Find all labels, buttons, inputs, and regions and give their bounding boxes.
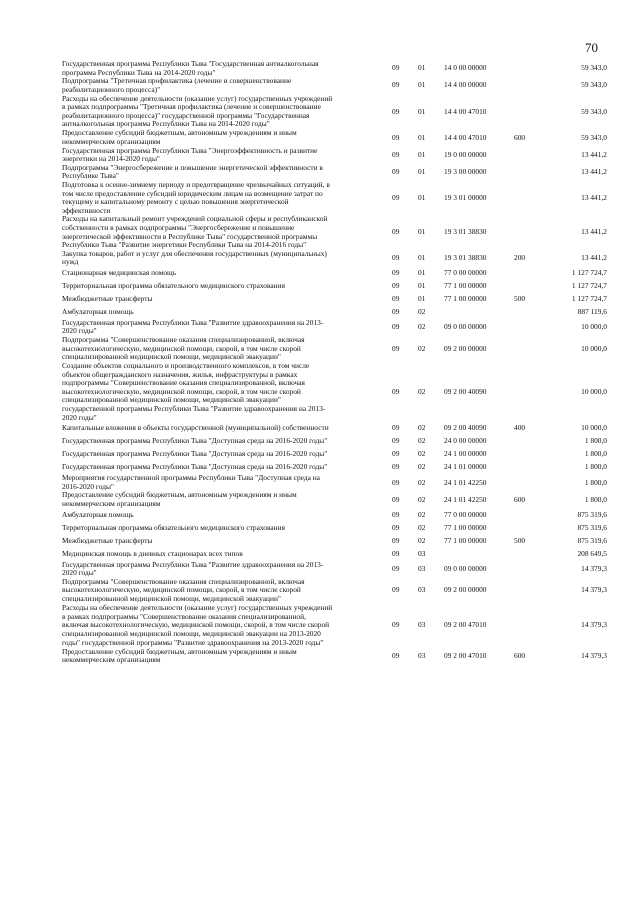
row-expense-type-code — [514, 578, 547, 604]
row-subsection-code: 02 — [418, 386, 426, 396]
row-expense-type-code: 600 — [514, 132, 526, 142]
row-amount: 10 000,0 — [581, 423, 607, 433]
table-row — [62, 306, 607, 319]
table-row — [62, 535, 607, 548]
table-row — [62, 60, 607, 77]
row-expense-type-code — [514, 164, 547, 181]
row-section-code: 09 — [392, 509, 400, 519]
row-section-code: 09 — [392, 322, 400, 332]
row-subsection-code: 02 — [418, 535, 426, 545]
row-target-article-code: 09 2 00 40090 — [444, 423, 487, 433]
row-description: Предоставление субсидий бюджетным, автономным учреждениям и иным некоммерческим организациям — [62, 646, 297, 665]
table-row — [62, 336, 607, 362]
row-subsection-code: 01 — [418, 281, 426, 291]
table-row — [62, 319, 607, 336]
row-subsection-code: 01 — [418, 294, 426, 304]
row-amount: 14 379,3 — [581, 585, 607, 595]
row-expense-type-code — [514, 435, 547, 448]
row-target-article-code: 77 1 00 00000 — [444, 535, 487, 545]
table-row — [62, 147, 607, 164]
row-expense-type-code — [514, 147, 547, 164]
row-amount: 1 800,0 — [584, 494, 607, 504]
row-expense-type-code — [514, 181, 547, 215]
row-description: Государственная программа Республики Тыва "Государственная антиалкогольная программа Республики Тыва на 2014-2020 годы" — [62, 59, 319, 77]
table-row — [62, 293, 607, 306]
budget-table — [62, 60, 607, 665]
row-target-article-code: 19 0 00 00000 — [444, 149, 487, 159]
row-subsection-code: 02 — [418, 322, 426, 332]
table-row — [62, 250, 607, 267]
row-amount: 10 000,0 — [581, 322, 607, 332]
row-subsection-code: 01 — [418, 227, 426, 237]
row-amount: 14 379,3 — [581, 563, 607, 573]
row-description: Мероприятия государственной программы Республики Тыва "Доступная среда на 2016-2020 годы" — [62, 473, 320, 491]
row-subsection-code: 01 — [418, 149, 426, 159]
row-description: Подпрограмма "Энергосбережение и повышение энергетической эффективности в Республике Тыва" — [62, 162, 323, 181]
row-subsection-code: 02 — [418, 343, 426, 353]
row-amount: 59 343,0 — [581, 80, 607, 90]
page-number: 70 — [585, 40, 598, 55]
row-subsection-code: 02 — [418, 477, 426, 487]
row-section-code: 09 — [392, 563, 400, 573]
row-target-article-code: 19 3 01 38830 — [444, 252, 487, 262]
row-expense-type-code — [514, 280, 547, 293]
row-amount: 875 319,6 — [577, 509, 607, 519]
row-section-code: 09 — [392, 252, 400, 262]
row-amount: 59 343,0 — [581, 132, 607, 142]
row-amount: 1 800,0 — [584, 449, 607, 459]
row-subsection-code: 03 — [418, 563, 426, 573]
table-row — [62, 448, 607, 461]
row-amount: 14 379,3 — [581, 651, 607, 661]
row-expense-type-code — [514, 448, 547, 461]
row-target-article-code: 14 4 00 00000 — [444, 80, 487, 90]
row-amount: 887 119,6 — [577, 307, 607, 317]
row-amount: 875 319,6 — [577, 522, 607, 532]
row-subsection-code: 03 — [418, 585, 426, 595]
row-subsection-code: 02 — [418, 423, 426, 433]
row-amount: 1 127 724,7 — [571, 294, 607, 304]
row-subsection-code: 02 — [418, 509, 426, 519]
table-row — [62, 509, 607, 522]
row-section-code: 09 — [392, 80, 400, 90]
row-expense-type-code: 600 — [514, 651, 526, 661]
row-subsection-code: 01 — [418, 192, 426, 202]
row-target-article-code: 24 1 01 42250 — [444, 477, 487, 487]
row-target-article-code: 24 1 00 00000 — [444, 449, 487, 459]
row-section-code: 09 — [392, 620, 400, 630]
row-subsection-code: 02 — [418, 522, 426, 532]
row-amount: 1 800,0 — [584, 477, 607, 487]
row-expense-type-code — [514, 94, 547, 129]
row-amount: 13 441,2 — [581, 192, 607, 202]
row-description: Закупка товаров, работ и услуг для обеспечения государственных (муниципальных) нужд — [62, 248, 327, 267]
row-amount: 59 343,0 — [581, 106, 607, 116]
row-description: Создание объектов социального и производственного комплексов, в том числе объектов общегражданского назначения, жилья, инфраструктуры в рамках подпрограммы "Совершенствование оказания специализированной, включая высокотехнологическую, медицинской помощи, скорой, в том числе скорой специализированной медицинской помощи, медицинской эвакуации" государственной программы Республики Тыва "Развитие здравоохранения на 2013- 2020 годы" — [62, 361, 326, 422]
row-target-article-code: 24 1 01 00000 — [444, 462, 487, 472]
row-amount: 1 127 724,7 — [571, 281, 607, 291]
row-target-article-code: 77 1 00 00000 — [444, 294, 487, 304]
row-subsection-code: 02 — [418, 494, 426, 504]
row-expense-type-code: 200 — [514, 252, 526, 262]
row-section-code: 09 — [392, 585, 400, 595]
row-section-code: 09 — [392, 63, 400, 73]
row-description: Капитальные вложения в объекты государственной (муниципальной) собственности — [62, 423, 329, 433]
row-target-article-code: 77 1 00 00000 — [444, 281, 487, 291]
row-target-article-code: 19 3 01 38830 — [444, 227, 487, 237]
row-description: Подпрограмма "Третичная профилактика (лечение и совершенствование реабилитационного процесса)" — [62, 76, 292, 94]
table-row — [62, 164, 607, 181]
row-expense-type-code — [514, 604, 547, 648]
row-section-code: 09 — [392, 149, 400, 159]
table-row — [62, 491, 607, 508]
row-amount: 13 441,2 — [581, 227, 607, 237]
row-section-code: 09 — [392, 343, 400, 353]
row-expense-type-code: 500 — [514, 535, 526, 545]
row-description: Подпрограмма "Совершенствование оказания специализированной, включая высокотехнологическую, медицинской помощи, скорой, в том числе скорой специализированной медицинской помощи, медицинской эвакуации" — [62, 576, 305, 604]
row-section-code: 09 — [392, 651, 400, 661]
row-subsection-code: 03 — [418, 651, 426, 661]
row-description: Государственная программа Республики Тыва "Энергоэффективность и развитие энергетики на 2014-2020 годы" — [62, 145, 318, 164]
table-row — [62, 280, 607, 293]
table-row — [62, 474, 607, 491]
row-description: Медицинская помощь в дневных стационарах всех типов — [62, 548, 243, 558]
row-expense-type-code: 600 — [514, 494, 526, 504]
row-amount: 208 649,5 — [577, 548, 607, 558]
row-section-code: 09 — [392, 494, 400, 504]
row-section-code: 09 — [392, 436, 400, 446]
row-section-code: 09 — [392, 294, 400, 304]
row-target-article-code: 77 1 00 00000 — [444, 522, 487, 532]
row-description: Амбулаторная помощь — [62, 509, 134, 519]
row-target-article-code: 19 3 00 00000 — [444, 167, 487, 177]
row-section-code: 09 — [392, 423, 400, 433]
row-expense-type-code — [514, 267, 547, 280]
row-description: Государственная программа Республики Тыва "Доступная среда на 2016-2020 годы" — [62, 449, 328, 459]
row-description: Предоставление субсидий бюджетным, автономным учреждениям и иным некоммерческим организациям — [62, 128, 297, 146]
row-section-code: 09 — [392, 268, 400, 278]
row-expense-type-code — [514, 561, 547, 578]
row-expense-type-code — [514, 461, 547, 474]
row-subsection-code: 01 — [418, 268, 426, 278]
row-subsection-code: 01 — [418, 80, 426, 90]
row-expense-type-code — [514, 60, 547, 77]
row-subsection-code: 02 — [418, 436, 426, 446]
row-target-article-code: 24 0 00 00000 — [444, 436, 487, 446]
row-expense-type-code — [514, 362, 547, 422]
row-description: Расходы на обеспечение деятельности (оказание услуг) государственных учреждений в рамках подпрограммы "Совершенствование оказания специализированной, включая высокотехнологическую, медицинской помощи, скорой, в том числе скорой специализированной медицинской помощи, медицинской эвакуации на 2013-2020 годы" государственной программы "Развитие здравоохранения на 2013-2020 годы" — [62, 603, 333, 647]
row-target-article-code: 24 1 01 42250 — [444, 494, 487, 504]
row-subsection-code: 03 — [418, 620, 426, 630]
row-subsection-code: 02 — [418, 449, 426, 459]
row-section-code: 09 — [392, 449, 400, 459]
row-section-code: 09 — [392, 535, 400, 545]
row-expense-type-code: 500 — [514, 294, 526, 304]
row-amount: 875 319,6 — [577, 535, 607, 545]
row-amount: 13 441,2 — [581, 149, 607, 159]
row-section-code: 09 — [392, 106, 400, 116]
table-row — [62, 435, 607, 448]
row-expense-type-code — [514, 548, 547, 561]
row-target-article-code: 09 0 00 00000 — [444, 563, 487, 573]
row-description: Амбулаторная помощь — [62, 307, 134, 317]
table-row — [62, 561, 607, 578]
row-description: Подготовка к осенне-зимнему периоду и предотвращение чрезвычайных ситуаций, в том числе предоставление субсидий юридическим лицам на возмещение затрат по текущему и капитальному ремонту с целью повышения энергетической эффективности — [62, 179, 330, 215]
row-description: Государственная программа Республики Тыва "Доступная среда на 2016-2020 годы" — [62, 462, 328, 472]
row-target-article-code — [444, 548, 514, 561]
row-amount: 14 379,3 — [581, 620, 607, 630]
table-row — [62, 604, 607, 648]
row-target-article-code: 09 0 00 00000 — [444, 322, 487, 332]
row-amount: 1 127 724,7 — [571, 268, 607, 278]
row-subsection-code: 01 — [418, 106, 426, 116]
row-amount: 10 000,0 — [581, 386, 607, 396]
row-description: Стационарная медицинская помощь — [62, 268, 177, 278]
row-section-code: 09 — [392, 462, 400, 472]
row-expense-type-code — [514, 306, 547, 319]
row-description: Межбюджетные трансферты — [62, 294, 153, 304]
table-row — [62, 77, 607, 94]
row-target-article-code: 09 2 00 47010 — [444, 620, 487, 630]
table-row — [62, 362, 607, 422]
row-subsection-code: 02 — [418, 462, 426, 472]
row-amount: 13 441,2 — [581, 167, 607, 177]
row-description: Предоставление субсидий бюджетным, автономным учреждениям и иным некоммерческим организациям — [62, 490, 297, 508]
row-target-article-code: 09 2 00 47010 — [444, 651, 487, 661]
table-row — [62, 548, 607, 561]
row-section-code: 09 — [392, 167, 400, 177]
table-row — [62, 215, 607, 249]
row-subsection-code: 02 — [418, 307, 426, 317]
row-section-code: 09 — [392, 477, 400, 487]
row-expense-type-code — [514, 319, 547, 336]
row-amount: 1 800,0 — [584, 436, 607, 446]
row-target-article-code: 77 0 00 00000 — [444, 268, 487, 278]
row-section-code: 09 — [392, 522, 400, 532]
table-row — [62, 522, 607, 535]
row-amount: 10 000,0 — [581, 343, 607, 353]
row-description: Государственная программа Республики Тыва "Доступная среда на 2016-2020 годы" — [62, 436, 328, 446]
row-expense-type-code — [514, 509, 547, 522]
row-subsection-code: 03 — [418, 548, 426, 558]
row-target-article-code: 14 4 00 47010 — [444, 132, 487, 142]
row-description: Государственная программа Республики Тыва "Развитие здравоохранения на 2013- 2020 годы" — [62, 559, 324, 578]
row-section-code: 09 — [392, 227, 400, 237]
row-subsection-code: 01 — [418, 132, 426, 142]
row-expense-type-code — [514, 77, 547, 94]
row-expense-type-code — [514, 522, 547, 535]
row-target-article-code — [444, 306, 514, 319]
table-row — [62, 181, 607, 215]
row-description: Межбюджетные трансферты — [62, 535, 153, 545]
table-row — [62, 648, 607, 665]
row-target-article-code: 19 3 01 00000 — [444, 192, 487, 202]
row-subsection-code: 01 — [418, 167, 426, 177]
table-row — [62, 129, 607, 146]
row-description: Расходы на обеспечение деятельности (оказание услуг) государственных учреждений в рамках подпрограммы "Третичная профилактика (лечение и совершенствование реабилитационного процесса)" государственной программы "Государственная антиалкогольная программа Республики Тыва на 2014-2020 годы" — [62, 93, 333, 129]
table-row — [62, 578, 607, 604]
row-target-article-code: 14 0 00 00000 — [444, 63, 487, 73]
row-description: Подпрограмма "Совершенствование оказания специализированной, включая высокотехнологическую, медицинской помощи, скорой, в том числе скорой специализированной медицинской помощи, медицинской эвакуации" — [62, 335, 305, 362]
table-row — [62, 94, 607, 129]
row-section-code: 09 — [392, 307, 400, 317]
row-expense-type-code: 400 — [514, 423, 526, 433]
row-amount: 1 800,0 — [584, 462, 607, 472]
row-section-code: 09 — [392, 132, 400, 142]
row-section-code: 09 — [392, 192, 400, 202]
row-amount: 59 343,0 — [581, 63, 607, 73]
row-target-article-code: 09 2 00 00000 — [444, 343, 487, 353]
row-section-code: 09 — [392, 548, 400, 558]
row-section-code: 09 — [392, 386, 400, 396]
row-target-article-code: 09 2 00 40090 — [444, 386, 487, 396]
row-expense-type-code — [514, 215, 547, 249]
table-row — [62, 267, 607, 280]
table-row — [62, 422, 607, 435]
row-target-article-code: 14 4 00 47010 — [444, 106, 487, 116]
row-amount: 13 441,2 — [581, 252, 607, 262]
row-target-article-code: 77 0 00 00000 — [444, 509, 487, 519]
row-expense-type-code — [514, 336, 547, 362]
row-description: Территориальная программа обязательного медицинского страхования — [62, 522, 285, 532]
row-description: Расходы на капитальный ремонт учреждений социальной сферы и республиканской собственности в рамках подпрограммы "Энергосбережение и повышение энергетической эффективности в Республике Тыва" государственной программы Республики Тыва "Развитие энергетики Республики Тыва на 2014-2016 годы" — [62, 214, 328, 250]
row-expense-type-code — [514, 474, 547, 491]
row-target-article-code: 09 2 00 00000 — [444, 585, 487, 595]
table-body — [62, 60, 607, 665]
row-description: Территориальная программа обязательного медицинского страхования — [62, 281, 285, 291]
row-description: Государственная программа Республики Тыва "Развитие здравоохранения на 2013- 2020 годы" — [62, 317, 324, 336]
row-subsection-code: 01 — [418, 252, 426, 262]
row-section-code: 09 — [392, 281, 400, 291]
row-subsection-code: 01 — [418, 63, 426, 73]
